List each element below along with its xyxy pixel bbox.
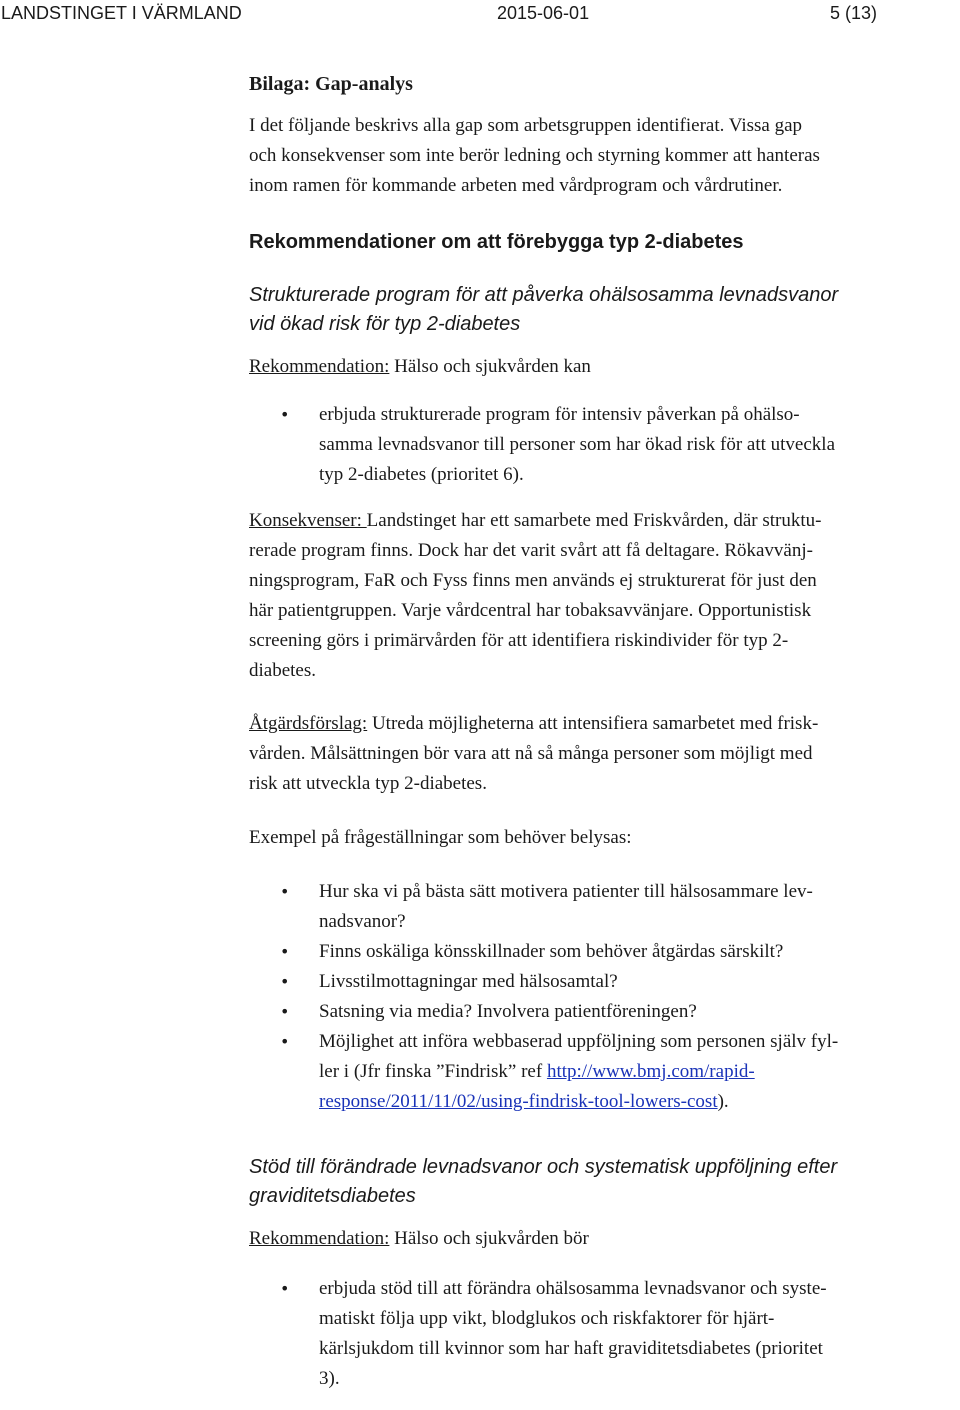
recommendation-2 xyxy=(249,1224,955,1254)
recommendation-text: Hälso och sjukvården bör xyxy=(389,1228,589,1249)
list-item-line: erbjuda stöd till att förändra ohälsosamma levnadsvanor och syste- xyxy=(319,1278,827,1299)
intro-line: I det följande beskrivs alla gap som arbetsgruppen identifierat. Vissa gap xyxy=(249,115,803,136)
list-item xyxy=(0,877,955,937)
questions-intro: Exempel på frågeställningar som behöver belysas: xyxy=(249,827,632,848)
list-item-text: ). xyxy=(717,1091,729,1112)
bullet-icon xyxy=(280,937,294,967)
list-item-line xyxy=(319,1057,955,1087)
intro-line: och konsekvenser som inte berör ledning och styrning kommer att hanteras xyxy=(249,145,820,166)
recommendation-text: Hälso och sjukvården kan xyxy=(389,356,591,377)
bullet-icon xyxy=(280,877,294,907)
consequences-line: ningsprogram, FaR och Fyss finns men används ej strukturerat för just den xyxy=(249,570,817,591)
list-item xyxy=(0,997,955,1027)
intro-line: inom ramen för kommande arbeten med vårdprogram och vårdrutiner. xyxy=(249,175,783,196)
bullet-icon xyxy=(280,997,294,1027)
list-item-line: Satsning via media? Involvera patientföreningen? xyxy=(319,1001,697,1022)
bullet-icon xyxy=(280,967,294,997)
consequences-line: Landstinget har ett samarbete med Friskvården, där struktu- xyxy=(366,510,822,531)
list-item xyxy=(0,937,955,967)
list-item-line: 3). xyxy=(319,1368,340,1389)
appendix-title: Bilaga: Gap-analys xyxy=(249,73,413,95)
list-item-line: Hur ska vi på bästa sätt motivera patienter till hälsosammare lev- xyxy=(319,881,813,902)
list-item-line: kärlsjukdom till kvinnor som har haft graviditetsdiabetes (prioritet xyxy=(319,1338,823,1359)
consequences-line: rerade program finns. Dock har det varit svårt att få deltagare. Rökavvänj- xyxy=(249,540,813,561)
list-item-line: matiskt följa upp vikt, blodglukos och riskfaktorer för hjärt- xyxy=(319,1308,775,1329)
reference-link-continued[interactable]: response/2011/11/02/using-findrisk-tool-lowers-cost xyxy=(319,1091,718,1112)
list-item-line: Möjlighet att införa webbaserad uppföljning som personen själv fyl- xyxy=(319,1031,839,1052)
recommendation-1 xyxy=(249,352,955,382)
list-item-line: samma levnadsvanor till personer som har ökad risk för att utveckla xyxy=(319,434,836,455)
page-header xyxy=(0,0,960,30)
subsection-heading-2 xyxy=(249,1153,955,1211)
list-item xyxy=(0,967,955,997)
consequences-label: Konsekvenser: xyxy=(249,510,367,531)
consequences-paragraph xyxy=(249,506,955,686)
list-item-text: ler i (Jfr finska ”Findrisk” ref xyxy=(319,1061,547,1082)
action-proposal-paragraph xyxy=(249,709,955,799)
bullet-icon xyxy=(280,1274,294,1304)
reference-link[interactable]: http://www.bmj.com/rapid- xyxy=(546,1061,755,1082)
recommendation-1-list xyxy=(0,400,955,490)
bullet-icon xyxy=(280,400,294,430)
list-item-line: Livsstilmottagningar med hälsosamtal? xyxy=(319,971,618,992)
intro-paragraph xyxy=(249,111,955,201)
recommendation-label: Rekommendation: xyxy=(249,356,390,377)
action-proposal-line: vården. Målsättningen bör vara att nå så många personer som möjligt med xyxy=(249,743,813,764)
consequences-line: här patientgruppen. Varje vårdcentral har tobaksavvänjare. Opportunistisk xyxy=(249,600,812,621)
action-proposal-line: Utreda möjligheterna att intensifiera samarbetet med frisk- xyxy=(367,713,819,734)
questions-list xyxy=(0,877,955,1117)
list-item-line: nadsvanor? xyxy=(319,911,406,932)
consequences-line: screening görs i primärvården för att identifiera riskindivider för typ 2- xyxy=(249,630,789,651)
bullet-icon xyxy=(280,1027,294,1057)
action-proposal-label: Åtgärdsförslag: xyxy=(249,713,368,734)
recommendation-2-list xyxy=(0,1274,955,1394)
list-item-line: typ 2-diabetes (prioritet 6). xyxy=(319,464,524,485)
action-proposal-line: risk att utveckla typ 2-diabetes. xyxy=(249,773,487,794)
list-item-line xyxy=(319,1087,955,1117)
header-date: 2015-06-01 xyxy=(497,3,590,23)
list-item xyxy=(0,1274,955,1394)
subsection-heading-1 xyxy=(249,281,955,339)
list-item xyxy=(0,400,955,490)
list-item xyxy=(0,1027,955,1117)
consequences-line: diabetes. xyxy=(249,660,317,681)
subsection-heading-line: Stöd till förändrade levnadsvanor och systematisk uppföljning efter xyxy=(249,1156,838,1178)
section-heading: Rekommendationer om att förebygga typ 2-diabetes xyxy=(249,231,744,253)
subsection-heading-line: graviditetsdiabetes xyxy=(249,1185,416,1207)
header-organization: LANDSTINGET I VÄRMLAND xyxy=(1,3,242,23)
list-item-line: erbjuda strukturerade program för intensiv påverkan på ohälso- xyxy=(319,404,800,425)
subsection-heading-line: vid ökad risk för typ 2-diabetes xyxy=(249,313,521,335)
header-page-number: 5 (13) xyxy=(830,3,878,23)
recommendation-label: Rekommendation: xyxy=(249,1228,390,1249)
document-body xyxy=(249,68,955,1410)
list-item-line: Finns oskäliga könsskillnader som behöver åtgärdas särskilt? xyxy=(319,941,784,962)
subsection-heading-line: Strukturerade program för att påverka ohälsosamma levnadsvanor xyxy=(249,284,839,306)
